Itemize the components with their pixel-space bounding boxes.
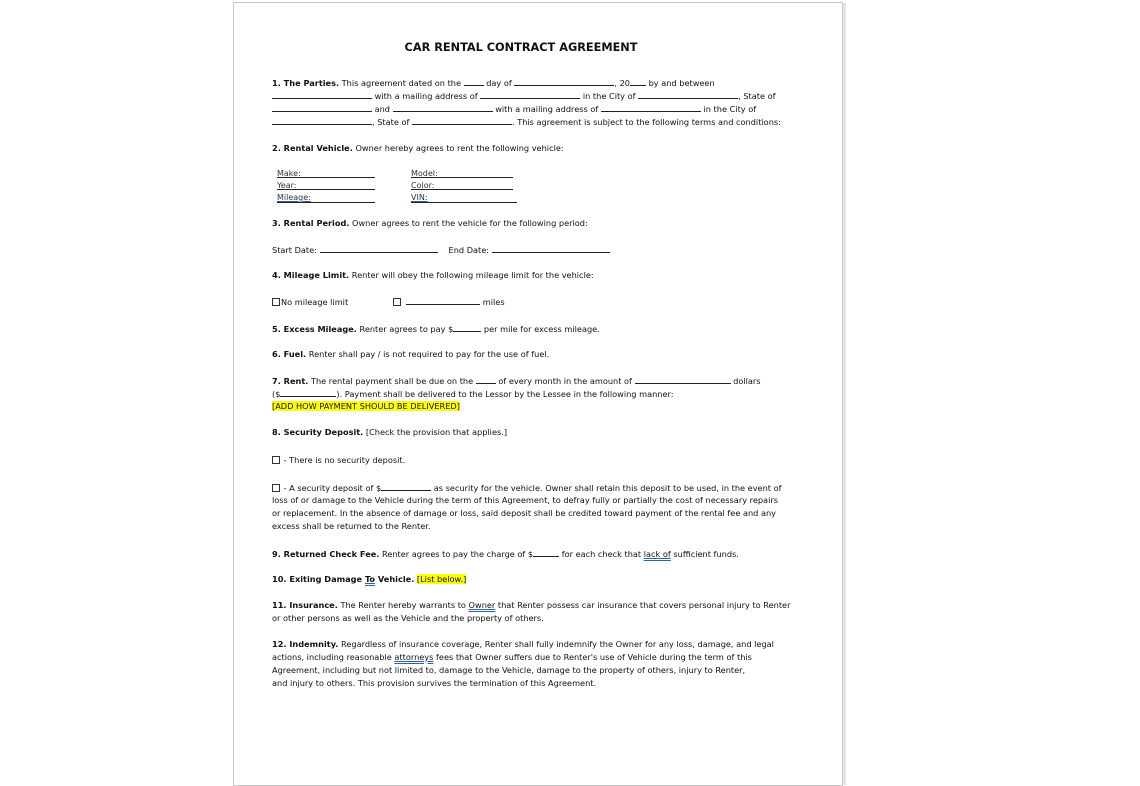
blank-rent-amount-words[interactable] <box>635 374 731 384</box>
section-heading: 1. The Parties. <box>272 78 340 88</box>
end-date-blank[interactable] <box>492 243 610 253</box>
section-rental-vehicle: 2. Rental Vehicle. Owner hereby agrees to rent the following vehicle: <box>272 143 564 153</box>
checkbox-deposit[interactable] <box>272 484 280 492</box>
page-shadow <box>843 3 846 785</box>
blank-day[interactable] <box>464 76 484 86</box>
field-mileage[interactable]: Mileage: <box>277 193 311 202</box>
section-returned-check-fee: 9. Returned Check Fee. Renter agrees to pay the charge of $ for each check that lack of sufficient funds. <box>272 549 739 559</box>
document-page <box>233 2 843 786</box>
document-title: CAR RENTAL CONTRACT AGREEMENT <box>404 41 638 54</box>
blank-owner-address[interactable] <box>480 89 580 99</box>
section-existing-damage <box>272 573 777 586</box>
field-make[interactable]: Make: <box>277 169 301 178</box>
section-rental-period: 3. Rental Period. Owner agrees to rent the vehicle for the following period: <box>272 218 588 228</box>
blank-due-day[interactable] <box>476 374 496 384</box>
deposit-option-amount: - A security deposit of $ as security for the vehicle. Owner shall retain this deposit to be used, in the event of loss of or damage to the Vehicle during the term of this Agreement, to defray fully or partially the cost of necessary repairs or replacement. In the absence of damage or loss, said deposit shall be credited toward payment of the rental fee and any excess shall be returned to the Renter. <box>272 483 782 531</box>
blank-year[interactable] <box>630 76 646 86</box>
line-year <box>277 189 375 190</box>
end-date-label: End Date: <box>448 245 492 255</box>
line-mileage <box>277 202 375 203</box>
payment-method-placeholder[interactable]: [ADD HOW PAYMENT SHOULD BE DELIVERED] <box>272 401 460 411</box>
checkbox-miles-limit[interactable] <box>393 298 401 306</box>
section-heading: 4. Mileage Limit. <box>272 270 350 280</box>
section-fuel: 6. Fuel. Renter shall pay / is not required to pay for the use of fuel. <box>272 349 550 359</box>
section-heading: 9. Returned Check Fee. <box>272 549 380 559</box>
section-heading: 3. Rental Period. <box>272 218 350 228</box>
blank-deposit-amount[interactable] <box>381 481 431 491</box>
blank-renter-address[interactable] <box>601 102 701 112</box>
line-vin <box>411 202 517 203</box>
field-vin[interactable]: VIN: <box>411 193 428 202</box>
section-security-deposit: 8. Security Deposit. [Check the provision that applies.] <box>272 427 508 437</box>
section-insurance: 11. Insurance. The Renter hereby warrants to Owner that Renter possess car insurance that covers personal injury to Renter or other persons as well as the Vehicle and the property of others. <box>272 600 791 623</box>
section-parties: 1. The Parties. This agreement dated on the day of , 20 by and between with a mailing address of in the City of , State of and with a mailing address of in the City of , State of . This agreement is subject to the following terms and conditions: <box>272 78 781 127</box>
section-heading: 12. Indemnity. <box>272 639 339 649</box>
start-date-blank[interactable] <box>320 243 438 253</box>
section-heading: 2. Rental Vehicle. <box>272 143 353 153</box>
blank-excess-rate[interactable] <box>453 322 481 332</box>
checkbox-no-deposit[interactable] <box>272 456 280 464</box>
blank-renter-city[interactable] <box>272 115 372 125</box>
blank-renter-name[interactable] <box>393 102 493 112</box>
blank-renter-state[interactable] <box>412 115 512 125</box>
section-heading: 10. Exiting Damage To Vehicle. <box>272 574 415 584</box>
section-heading: 5. Excess Mileage. <box>272 324 357 334</box>
blank-month[interactable] <box>514 76 614 86</box>
blank-check-fee[interactable] <box>533 547 559 557</box>
line-make <box>277 177 375 178</box>
section-heading: 6. Fuel. <box>272 349 307 359</box>
field-model[interactable]: Model: <box>411 169 438 178</box>
damage-list-placeholder[interactable]: [List below.] <box>416 574 467 584</box>
start-date-label: Start Date: <box>272 245 320 255</box>
section-mileage-limit: 4. Mileage Limit. Renter will obey the following mileage limit for the vehicle: <box>272 270 594 280</box>
section-heading: 7. Rent. <box>272 376 309 386</box>
rental-dates <box>272 243 777 256</box>
blank-miles[interactable] <box>406 295 480 305</box>
blank-rent-amount[interactable] <box>280 387 336 397</box>
section-rent: 7. Rent. The rental payment shall be due on the of every month in the amount of dollars ($ ). Payment shall be delivered to the Lessor by the Lessee in the following manner: [ADD HOW PAYMENT SHOULD BE DELIVERED] <box>272 376 761 411</box>
section-heading: 11. Insurance. <box>272 600 338 610</box>
deposit-option-none: - There is no security deposit. <box>272 454 777 467</box>
field-color[interactable]: Color: <box>411 181 435 190</box>
checkbox-no-limit[interactable] <box>272 298 280 306</box>
section-excess-mileage: 5. Excess Mileage. Renter agrees to pay $ per mile for excess mileage. <box>272 324 600 334</box>
section-indemnity: 12. Indemnity. Regardless of insurance coverage, Renter shall fully indemnify the Owner for any loss, damage, and legal actions, including reasonable attorneys fees that Owner suffers due to Renter's use of Vehicle during the term of this Agreement, including but not limited to, damage to the Vehicle, damage to the property of others, injury to Renter, and injury to others. This provision survives the termination of this Agreement. <box>272 639 774 688</box>
line-color <box>411 189 513 190</box>
field-year[interactable]: Year: <box>277 181 297 190</box>
line-model <box>411 177 513 178</box>
blank-owner-name[interactable] <box>272 89 372 99</box>
mileage-options: No mileage limit miles <box>272 295 777 308</box>
blank-owner-city[interactable] <box>638 89 738 99</box>
blank-owner-state[interactable] <box>272 102 372 112</box>
section-heading: 8. Security Deposit. <box>272 427 364 437</box>
